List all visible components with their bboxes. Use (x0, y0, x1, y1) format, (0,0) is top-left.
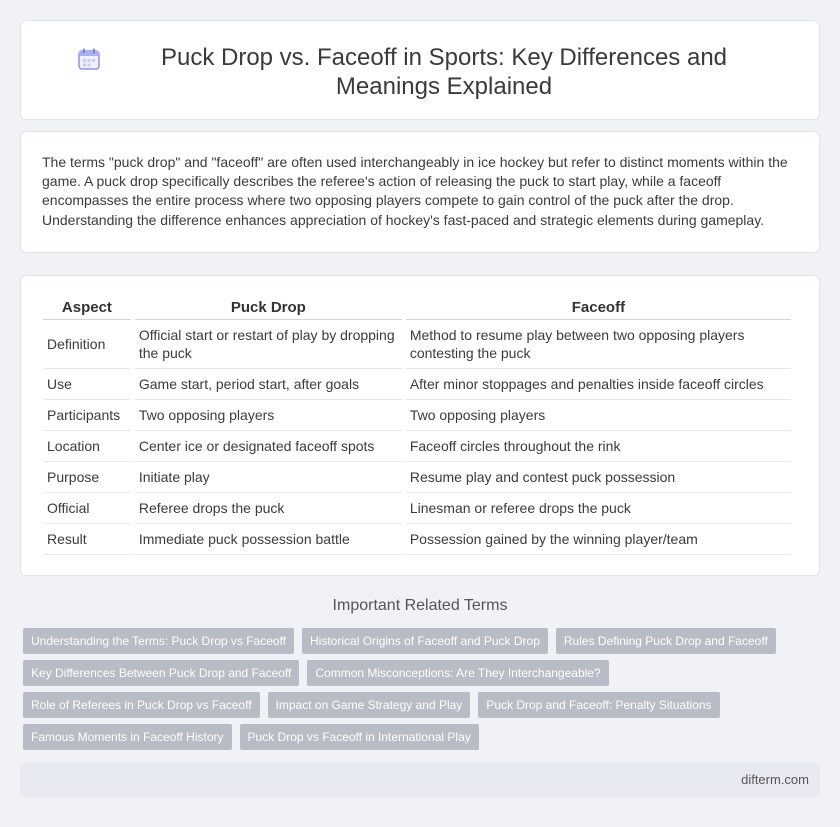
row-faceoff: After minor stoppages and penalties inside faceoff circles (406, 369, 791, 400)
row-puck-drop: Game start, period start, after goals (135, 369, 402, 400)
related-term-tag[interactable]: Historical Origins of Faceoff and Puck Drop (302, 628, 548, 654)
table-row (43, 320, 791, 369)
related-term-tag[interactable]: Impact on Game Strategy and Play (268, 692, 471, 718)
title-card (20, 20, 820, 120)
table-row (43, 431, 791, 462)
footer (20, 763, 820, 797)
row-aspect: Use (43, 369, 131, 400)
tag-row (23, 660, 823, 686)
comparison-card (20, 275, 820, 576)
table-row (43, 462, 791, 493)
row-faceoff: Resume play and contest puck possession (406, 462, 791, 493)
intro-card (20, 131, 820, 253)
row-faceoff: Method to resume play between two opposing players contesting the puck (406, 320, 791, 369)
row-puck-drop: Two opposing players (135, 400, 402, 431)
related-term-tag[interactable]: Role of Referees in Puck Drop vs Faceoff (23, 692, 260, 718)
row-faceoff: Two opposing players (406, 400, 791, 431)
table-row (43, 493, 791, 524)
row-aspect: Participants (43, 400, 131, 431)
tag-row (23, 628, 823, 654)
tag-row (23, 692, 823, 718)
related-term-tag[interactable]: Rules Defining Puck Drop and Faceoff (556, 628, 776, 654)
row-puck-drop: Immediate puck possession battle (135, 524, 402, 555)
table-row (43, 524, 791, 555)
table-row (43, 400, 791, 431)
row-aspect: Location (43, 431, 131, 462)
table-row (43, 369, 791, 400)
header-puck-drop: Puck Drop (135, 294, 402, 320)
site-name[interactable]: difterm.com (741, 772, 809, 787)
row-aspect: Definition (43, 320, 131, 369)
related-term-tag[interactable]: Famous Moments in Faceoff History (23, 724, 232, 750)
related-term-tag[interactable]: Puck Drop and Faceoff: Penalty Situations (478, 692, 719, 718)
related-term-tag[interactable]: Common Misconceptions: Are They Interchangeable? (307, 660, 608, 686)
row-aspect: Result (43, 524, 131, 555)
header-faceoff: Faceoff (406, 294, 791, 320)
related-terms-heading: Important Related Terms (332, 597, 508, 614)
row-puck-drop: Center ice or designated faceoff spots (135, 431, 402, 462)
related-term-tag[interactable]: Key Differences Between Puck Drop and Faceoff (23, 660, 299, 686)
title-row (21, 21, 819, 101)
row-aspect: Purpose (43, 462, 131, 493)
related-term-tag[interactable]: Understanding the Terms: Puck Drop vs Faceoff (23, 628, 294, 654)
page-title: Puck Drop vs. Faceoff in Sports: Key Differences and Meanings Explained (160, 44, 728, 100)
related-terms-list (23, 628, 823, 756)
comparison-table (39, 294, 795, 555)
row-puck-drop: Official start or restart of play by dropping the puck (135, 320, 402, 369)
row-faceoff: Linesman or referee drops the puck (406, 493, 791, 524)
tag-row (23, 724, 823, 750)
related-term-tag[interactable]: Puck Drop vs Faceoff in International Play (240, 724, 479, 750)
row-faceoff: Possession gained by the winning player/team (406, 524, 791, 555)
row-puck-drop: Initiate play (135, 462, 402, 493)
row-aspect: Official (43, 493, 131, 524)
table-header-row (43, 294, 791, 320)
row-faceoff: Faceoff circles throughout the rink (406, 431, 791, 462)
row-puck-drop: Referee drops the puck (135, 493, 402, 524)
intro-paragraph: The terms "puck drop" and "faceoff" are often used interchangeably in ice hockey but refer to distinct moments within the game. A puck drop specifically describes the referee's action of releasing the puck to start play, while a faceoff encompasses the entire process where two opposing players compete to gain control of the puck after the drop. Understanding the difference enhances appreciation of hockey's fast-paced and strategic elements during gameplay. (42, 154, 788, 228)
header-aspect: Aspect (43, 294, 131, 320)
